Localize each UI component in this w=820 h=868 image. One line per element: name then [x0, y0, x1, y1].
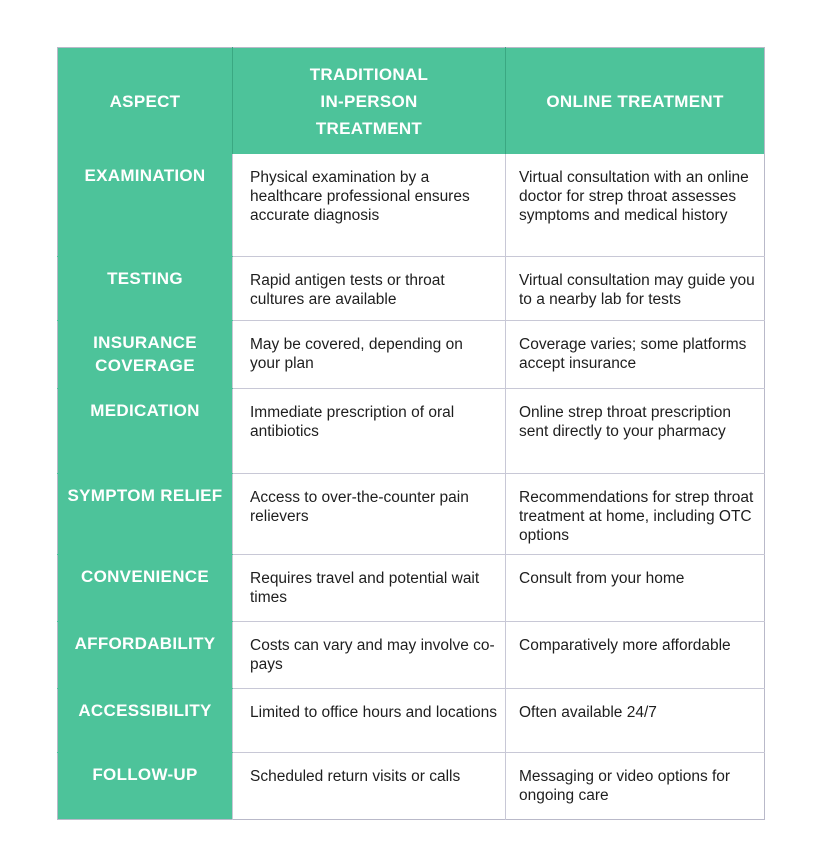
traditional-cell: Requires travel and potential wait times [233, 554, 506, 621]
online-cell: Comparatively more affordable [506, 621, 765, 688]
header-traditional-line-1: TRADITIONAL [309, 64, 429, 84]
traditional-cell: Physical examination by a healthcare professional ensures accurate diagnosis [233, 154, 506, 256]
traditional-cell: Rapid antigen tests or throat cultures are available [233, 256, 506, 320]
online-cell: Coverage varies; some platforms accept insurance [506, 320, 765, 388]
comparison-table [57, 47, 765, 820]
aspect-examination: EXAMINATION [58, 154, 233, 256]
table-row [58, 154, 765, 256]
traditional-cell: Immediate prescription of oral antibiotics [233, 388, 506, 473]
header-aspect: ASPECT [58, 48, 233, 155]
aspect-insurance-coverage: INSURANCE COVERAGE [58, 320, 233, 388]
aspect-medication: MEDICATION [58, 388, 233, 473]
aspect-symptom-relief: SYMPTOM RELIEF [58, 473, 233, 554]
table-row [58, 688, 765, 752]
aspect-affordability: AFFORDABILITY [58, 621, 233, 688]
aspect-follow-up: FOLLOW-UP [58, 752, 233, 819]
online-cell: Consult from your home [506, 554, 765, 621]
aspect-testing: TESTING [58, 256, 233, 320]
table-row [58, 388, 765, 473]
header-online: ONLINE TREATMENT [506, 48, 765, 155]
online-cell: Often available 24/7 [506, 688, 765, 752]
header-traditional-line-3: TREATMENT [315, 118, 423, 138]
traditional-cell: Scheduled return visits or calls [233, 752, 506, 819]
header-traditional-line-2: IN-PERSON [320, 91, 418, 111]
traditional-cell: May be covered, depending on your plan [233, 320, 506, 388]
table-row [58, 256, 765, 320]
aspect-convenience: CONVENIENCE [58, 554, 233, 621]
traditional-cell: Access to over-the-counter pain relievers [233, 473, 506, 554]
online-cell: Recommendations for strep throat treatment at home, including OTC options [506, 473, 765, 554]
online-cell: Messaging or video options for ongoing care [506, 752, 765, 819]
aspect-accessibility: ACCESSIBILITY [58, 688, 233, 752]
online-cell: Virtual consultation with an online doctor for strep throat assesses symptoms and medical history [506, 154, 765, 256]
table-row [58, 473, 765, 554]
online-cell: Virtual consultation may guide you to a nearby lab for tests [506, 256, 765, 320]
table-row [58, 320, 765, 388]
header-traditional [233, 48, 506, 155]
table-row [58, 554, 765, 621]
traditional-cell: Limited to office hours and locations [233, 688, 506, 752]
table-row [58, 621, 765, 688]
traditional-cell: Costs can vary and may involve co-pays [233, 621, 506, 688]
table-row [58, 752, 765, 819]
online-cell: Online strep throat prescription sent directly to your pharmacy [506, 388, 765, 473]
header-row [58, 48, 765, 155]
